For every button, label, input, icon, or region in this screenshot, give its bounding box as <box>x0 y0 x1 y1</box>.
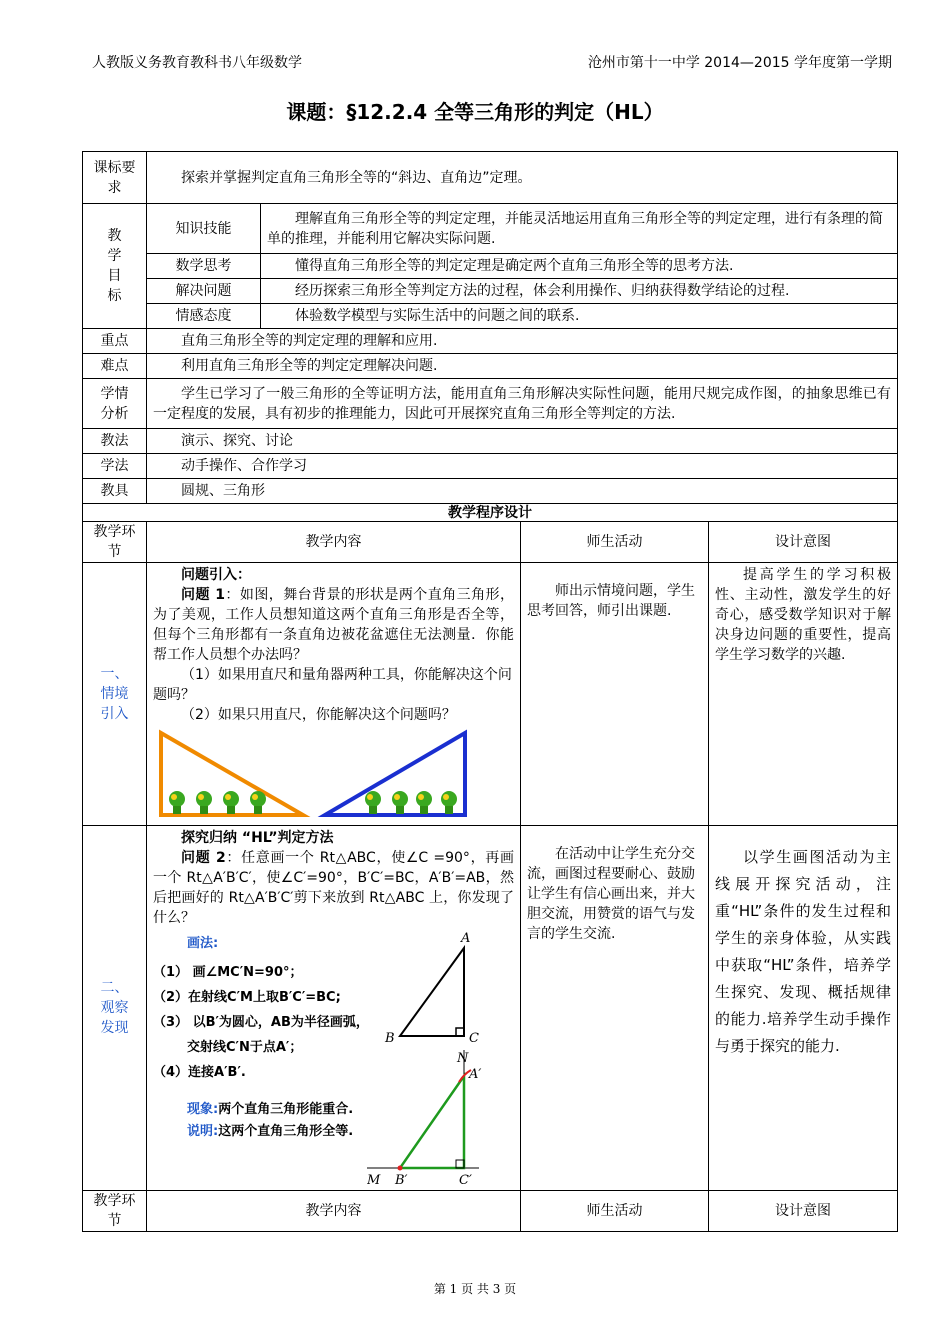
goal-label-4: 情感态度 <box>147 304 261 329</box>
nandian-text: 利用直角三角形全等的判定定理解决问题. <box>147 354 898 379</box>
hl-construction-figure <box>367 932 517 1188</box>
stage1-q2: （2）如果只用直尺，你能解决这个问题吗？ <box>181 707 456 723</box>
section-title: 教学程序设计 <box>83 504 898 522</box>
goal-label-1: 知识技能 <box>147 204 261 254</box>
flower-pot-icon <box>441 791 457 814</box>
stage1-problem <box>153 585 514 665</box>
kebiao-label: 课标要求 <box>83 152 147 204</box>
goal-text-3: 经历探索三角形全等判定方法的过程，体会利用操作、归纳获得数学结论的过程. <box>261 279 898 304</box>
jiaofa-text: 演示、探究、讨论 <box>147 429 898 454</box>
col-activity: 师生活动 <box>521 522 709 563</box>
footer-col-activity: 师生活动 <box>521 1191 709 1232</box>
phenomenon-text: 两个直角三角形能重合. <box>218 1102 354 1117</box>
triangle-abc <box>400 948 464 1036</box>
stage2-problem <box>153 848 514 928</box>
xuefa-label: 学法 <box>83 454 147 479</box>
flower-pot-icon <box>196 791 212 814</box>
page-footer: 第 1 页 共 3 页 <box>433 1282 517 1296</box>
xuefa-text: 动手操作、合作学习 <box>147 454 898 479</box>
jiaoju-text: 圆规、三角形 <box>147 479 898 504</box>
flower-pot-icons <box>169 791 457 814</box>
draw-step-1: （1） 画∠MC′N=90°； <box>153 965 303 980</box>
label-B-prime: B′ <box>395 1173 408 1188</box>
flower-pot-icon <box>392 791 408 814</box>
draw-steps <box>153 960 369 1085</box>
goal-label-3: 解决问题 <box>147 279 261 304</box>
stage2-figure-area <box>153 932 514 1188</box>
xueqing-label: 学情分析 <box>83 379 147 429</box>
xueqing-text: 学生已学习了一般三角形的全等证明方法，能用直角三角形解决实际性问题，能用尺规完成作图，的抽象思维已有一定程度的发展，具有初步的推理能力，因此可开展探究直角三角形全等判定的方法. <box>147 379 898 429</box>
col-stage: 教学环节 <box>83 522 147 563</box>
mubiao-char-3: 目 <box>107 268 122 284</box>
goal-text-2: 懂得直角三角形全等的判定定理是确定两个直角三角形全等的思考方法. <box>261 254 898 279</box>
label-A-prime: A′ <box>469 1067 482 1082</box>
explanation <box>187 1122 353 1142</box>
phenomenon <box>187 1100 353 1120</box>
stage1-problem-text: ：如图，舞台背景的形状是两个直角三角形，为了美观，工作人员想知道这两个直角三角形是否全等，但每个三角形都有一条直角边被花盆遮住无法测量．你能帮工作人员想个办法吗？ <box>153 587 514 663</box>
label-M: M <box>367 1173 381 1188</box>
draw-label: 画法: <box>187 936 219 951</box>
draw-step-4: （4）连接A′B′. <box>153 1065 246 1080</box>
mubiao-char-2: 学 <box>107 248 122 264</box>
goal-text-1: 理解直角三角形全等的判定定理，并能灵活地运用直角三角形全等的判定定理，进行有条理的简单的推理，并能利用它解决实际问题. <box>261 204 898 254</box>
jiaofa-label: 教法 <box>83 429 147 454</box>
stage2-problem-text: ：任意画一个 Rt△ABC，使∠C =90°，再画一个 Rt△A′B′C′，使∠C′=90°，B′C′=BC，A′B′=AB，然后把画好的 Rt△A′B′C′剪下来放到 Rt△ABC 上，你发现了什么？ <box>153 850 514 926</box>
explain-text: 这两个直角三角形全等. <box>218 1124 354 1139</box>
footer-col-intent: 设计意图 <box>709 1191 898 1232</box>
flower-pot-icon <box>223 791 239 814</box>
label-B: B <box>385 1031 395 1046</box>
label-C-prime: C′ <box>459 1173 472 1188</box>
draw-step-2: （2）在射线C′M上取B′C′=BC; <box>153 990 341 1005</box>
goal-label-2: 数学思考 <box>147 254 261 279</box>
flower-pot-icon <box>250 791 266 814</box>
kebiao-text: 探索并掌握判定直角三角形全等的“斜边、直角边”定理。 <box>147 152 898 204</box>
stage2-activity: 在活动中让学生充分交流，画图过程要耐心、鼓励让学生有信心画出来，并大胆交流，用赞赏的语气与发言的学生交流. <box>521 826 709 1191</box>
header-right: 沧州市第十一中学 2014—2015 学年度第一学期 <box>587 55 892 71</box>
zhongdian-label: 重点 <box>83 329 147 354</box>
col-content: 教学内容 <box>147 522 521 563</box>
stage2-intent: 以学生画图活动为主线展开探究活动，注重“HL”条件的发生过程和学生的亲身体验，从实践中获取“HL”条件，培养学生探究、发现、概括规律的能力.培养学生动手操作与勇于探究的能力. <box>709 826 898 1191</box>
stage1-content <box>147 563 521 826</box>
flower-pot-icon <box>365 791 381 814</box>
mubiao-label <box>83 204 147 329</box>
phenomenon-label: 现象: <box>187 1102 219 1117</box>
flower-pot-icon <box>416 791 432 814</box>
stage1-q1: （1）如果用直尺和量角器两种工具，你能解决这个问题吗？ <box>153 667 512 703</box>
mubiao-char-4: 标 <box>107 288 122 304</box>
explain-label: 说明: <box>187 1124 219 1139</box>
stage2-heading: 探究归纳 “HL”判定方法 <box>181 830 334 846</box>
draw-step-3b: 交射线C′N于点A′； <box>187 1040 303 1055</box>
label-A: A <box>461 932 471 946</box>
footer-col-stage: 教学环节 <box>83 1191 147 1232</box>
header-left: 人教版义务教育教科书八年级数学 <box>92 55 302 71</box>
stage-triangles-figure <box>153 727 513 823</box>
stage1-activity: 师出示情境问题，学生思考回答，师引出课题. <box>521 563 709 826</box>
triangle-a2b2c2 <box>400 1076 464 1168</box>
footer-col-content: 教学内容 <box>147 1191 521 1232</box>
lesson-plan-table <box>82 151 898 1232</box>
stage1-intent: 提高学生的学习积极性、主动性，激发学生的好奇心，感受数学知识对于解决身边问题的重要性，提高学生学习数学的兴趣. <box>709 563 898 826</box>
jiaoju-label: 教具 <box>83 479 147 504</box>
stage1-name: 一、情境引入 <box>83 563 147 826</box>
stage2-problem-label: 问题 2 <box>181 850 226 866</box>
nandian-label: 难点 <box>83 354 147 379</box>
stage1-heading: 问题引入： <box>181 567 251 583</box>
label-C: C <box>469 1031 479 1046</box>
page-title: 课题：§12.2.4 全等三角形的判定（HL） <box>286 100 664 124</box>
stage1-problem-label: 问题 1 <box>181 587 225 603</box>
goal-text-4: 体验数学模型与实际生活中的问题之间的联系. <box>261 304 898 329</box>
stage2-name: 二、观察发现 <box>83 826 147 1191</box>
label-N: N <box>457 1051 469 1066</box>
col-intent: 设计意图 <box>709 522 898 563</box>
draw-step-3: （3） 以B′为圆心，AB为半径画弧， <box>153 1015 369 1030</box>
zhongdian-text: 直角三角形全等的判定定理的理解和应用. <box>147 329 898 354</box>
mubiao-char-1: 教 <box>107 228 122 244</box>
stage2-content <box>147 826 521 1191</box>
flower-pot-icon <box>169 791 185 814</box>
